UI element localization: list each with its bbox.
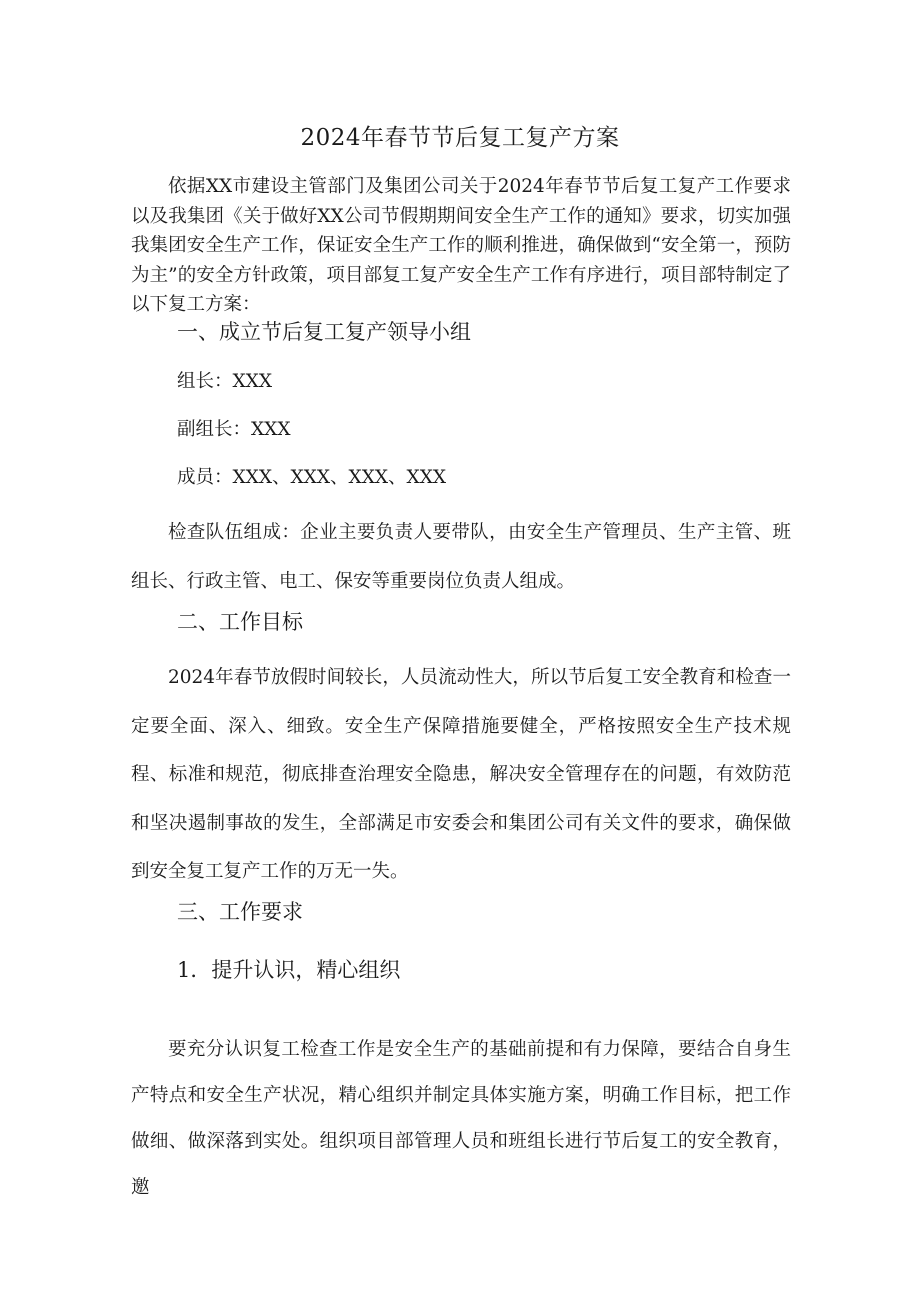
intro-paragraph: 依据XX市建设主管部门及集团公司关于2024年春节节后复工复产工作要求以及我集团《关于做好XX公司节假期期间安全生产工作的通知》要求，切实加强我集团安全生产工作，保证安全生产工作的顺利推进，确保做到“安全第一，预防为主”的安全方针政策，项目部复工复产安全生产工作有序进行，项目部特制定了以下复工方案： <box>131 176 791 315</box>
inspection-team-paragraph: 检查队伍组成：企业主要负责人要带队，由安全生产管理员、生产主管、班组长、行政主管、电工、保安等重要岗位负责人组成。 <box>131 522 791 592</box>
leader-line: 组长：XXX <box>177 371 273 392</box>
requirement-paragraph: 要充分认识复工检查工作是安全生产的基础前提和有力保障，要结合自身生产特点和安全生产状况，精心组织并制定具体实施方案，明确工作目标，把工作做细、做深落到实处。组织项目部管理人员和班组长进行节后复工的安全教育，邀 <box>131 1039 791 1198</box>
subsection-1-heading: 1．提升认识，精心组织 <box>177 958 401 982</box>
section-2-heading: 二、工作目标 <box>177 610 303 634</box>
section-3-heading: 三、工作要求 <box>177 900 303 924</box>
deputy-leader-line: 副组长：XXX <box>177 419 291 440</box>
members-line: 成员：XXX、XXX、XXX、XXX <box>177 467 447 488</box>
work-goal-paragraph: 2024年春节放假时间较长，人员流动性大，所以节后复工安全教育和检查一定要全面、深入、细致。安全生产保障措施要健全，严格按照安全生产技术规程、标准和规范，彻底排查治理安全隐患，解决安全管理存在的问题，有效防范和坚决遏制事故的发生，全部满足市安委会和集团公司有关文件的要求，确保做到安全复工复产工作的万无一失。 <box>131 667 791 882</box>
section-1-heading: 一、成立节后复工复产领导小组 <box>177 320 471 344</box>
document-title: 2024年春节节后复工复产方案 <box>300 125 620 151</box>
